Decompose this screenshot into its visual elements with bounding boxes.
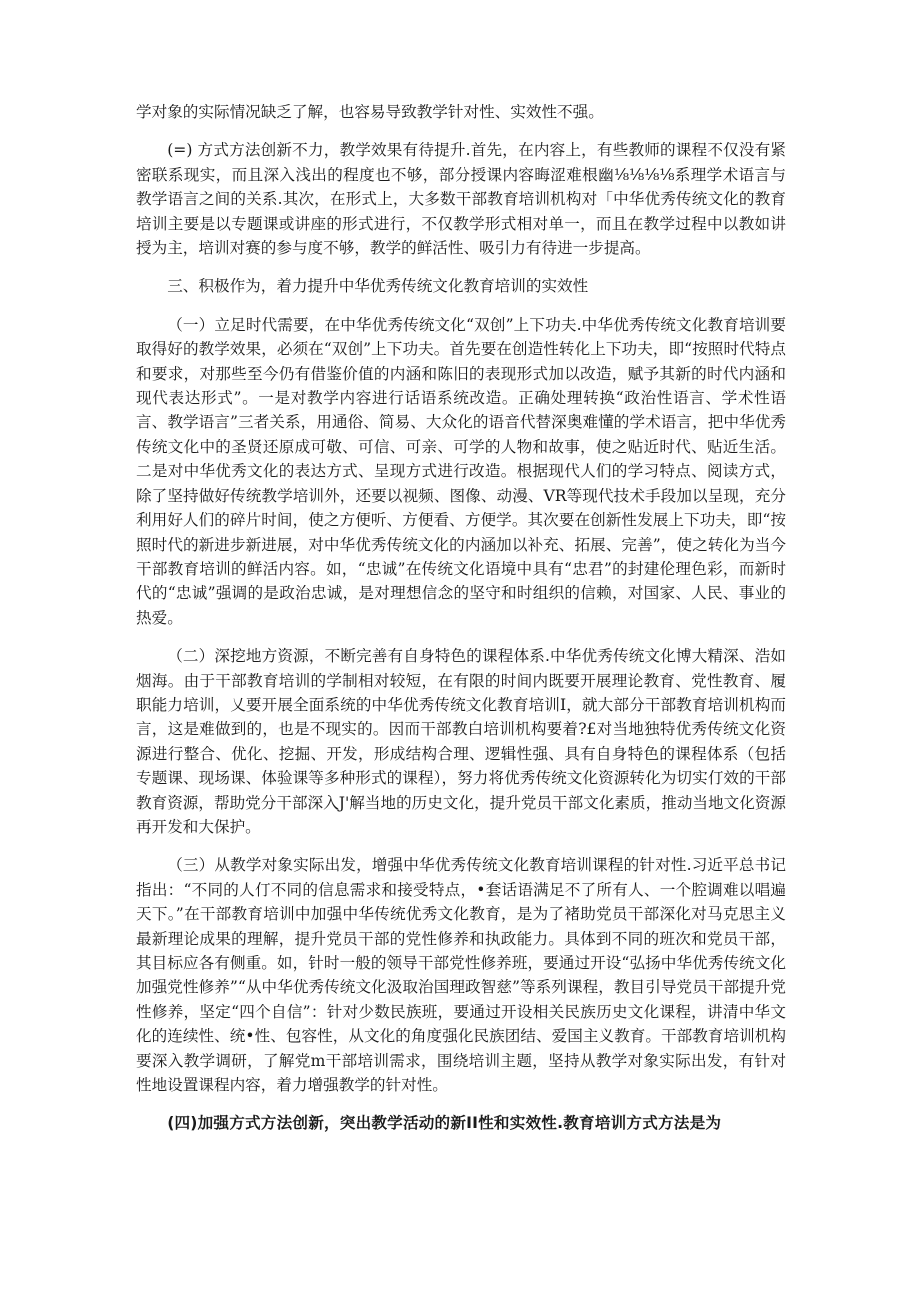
paragraph-method-innovation: (=) 方式方法创新不力，教学效果有待提升.首先，在内容上，有些教师的课程不仅没有紧密联系现实，而且深入浅出的程度也不够，部分授课内容晦涩难根幽⅛⅛⅛⅛系理学术语言与教学语言之间的关系.其次，在形式上，大多数干部教育培训机构对「中华优秀传统文化的教育培训主要是以专题课或讲座的形式进行，不仅教学形式相对单一，而且在教学过程中以教如讲授为主，培训对赛的参与度不够，教学的鲜活性、吸引力有待进一步提高。: [136, 141, 786, 258]
paragraph-subsection-two: （二）深挖地方资源，不断完善有自身特色的课程体系.中华优秀传统文化博大精深、浩如烟海。由于干部教育培训的学制相对较短，在有限的时间内既要开展理论教育、党性教育、履职能力培训，乂要开展全面系统的中华优秀传统文化教育培训I，就大部分干部教育培训机构而言，这是难做到的，也是不现实的。因而干部教白培训机构要着?£对当地独特优秀传统文化资源进行整合、优化、挖掘、开发，形成结构合理、逻辑性强、具有自身特色的课程体系（包括专题课、现场课、体验课等多种形式的课程），努力将优秀传统文化资源转化为切实仃效的干部教育资源，帮助党分干部深入J'解当地的历史文化，提升党员干部文化素质，推动当地文化资源再开发和大保护。: [136, 647, 786, 836]
document-page: [136, 100, 786, 1150]
paragraph-subsection-three: （三）从教学对象实际出发，增强中华优秀传统文化教育培训课程的针对性.习近平总书记指出：“不同的人仃不同的信息需求和接受特点，•套话语满足不了所有人、一个腔调难以唱遍天下。”在干部教育培训中加强中华传统优秀文化教育，是为了褚助党员干部深化对马克思主义最新理论成果的理解，提升党员干部的党性修养和执政能力。具体到不同的班次和党员干部，其目标应各有侧重。如，针时一般的领导干部党性修养班，要通过开设“弘扬中华优秀传统文化加强党性修养”“从中华优秀传统文化汲取治国理政智慈”等系列课程，教目引导党员干部提升党性修养，坚定“四个自信”：针对少数民族班，要通过开设相关民族历史文化课程，讲清中华文化的连续性、统•性、包容性，从文化的角度强化民族团结、爱国主义教育。干部教育培训机构要深入教学调研，了解党m干部培训需求，围绕培训主题，坚持从教学对象实际出发，有针对性地设置课程内容，着力增强教学的针对性。: [136, 856, 786, 1095]
section-heading-three: 三、积极作为，着力提升中华优秀传统文化教育培训的实效性: [167, 277, 589, 296]
paragraph-subsection-four: (四)加强方式方法创新，突出教学活动的新II性和实效性.教育培训方式方法是为: [167, 1114, 722, 1133]
paragraph-subsection-one: （一）立足时代需要，在中华优秀传统文化“双创”上下功夫.中华优秀传统文化教育培训要取得好的教学效果，必须在“双创”上下功夫。首先要在创造性转化上下功夫，即“按照时代特点和要求，对那些至今仍有借鉴价值的内涵和陈旧的表现形式加以改造，赋予其新的时代内涵和现代表达形式”。一是对教学内容进行话语系统改造。正确处理转换“政治性语言、学术性语言、教学语言”三者关系，用通俗、简易、大众化的语音代替深奥难懂的学术语言，把中华优秀传统文化中的圣贤还原成可敬、可信、可亲、可学的人物和故事，使之贴近时代、贴近生活。二是对中华优秀文化的表达方式、呈现方式进行改造。根据现代人们的学习特点、阅读方式，除了坚持做好传统教学培训外，还要以视频、图像、动漫、VR等现代技术手段加以呈现，充分利用好人们的碎片时间，使之方便听、方便看、方便学。其次要在创新性发展上下功夫，即“按照时代的新进步新进展，对中华优秀传统文化的内涵加以补充、拓展、完善”，使之转化为当今干部教育培训的鲜活内容。如，“忠诚”在传统文化语境中具有“忠君”的封建伦理色彩，而新时代的“忠诚”强调的是政治忠诚，是对理想信念的坚守和时组织的信赖，对国家、人民、事业的热爱。: [136, 315, 786, 627]
paragraph-continuation: 学对象的实际情况缺乏了解，也容易导致教学针对性、实效性不强。: [136, 103, 604, 121]
